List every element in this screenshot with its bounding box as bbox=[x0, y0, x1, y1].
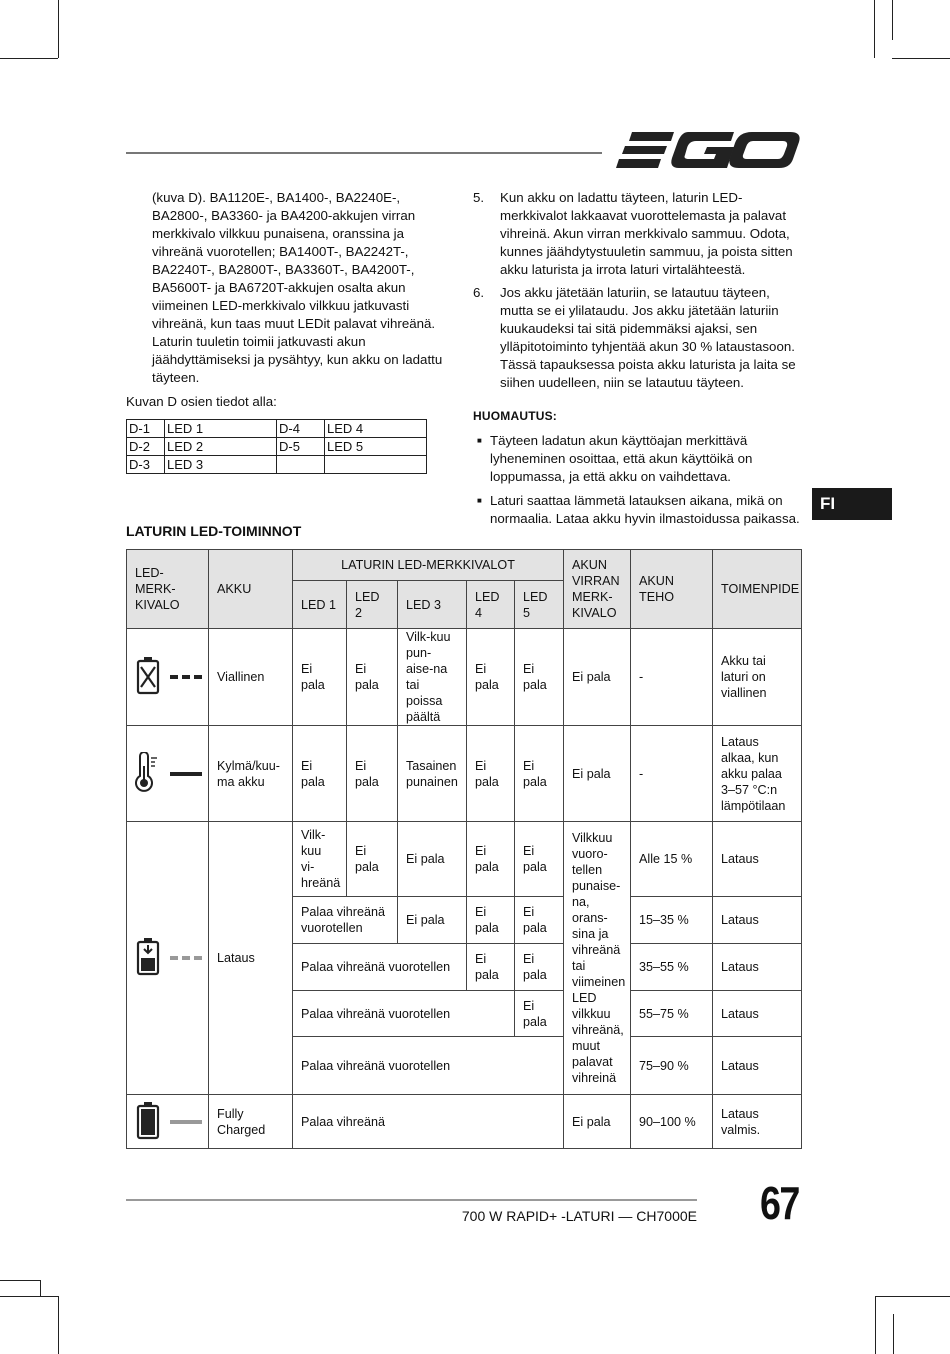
table-row bbox=[127, 420, 427, 438]
battery-state: Lataus bbox=[209, 822, 293, 1095]
table-row bbox=[127, 456, 427, 474]
header-led5: LED 5 bbox=[515, 581, 564, 629]
header-led2: LED 2 bbox=[347, 581, 398, 629]
led4-state: Ei pala bbox=[467, 726, 515, 822]
led2-state: Ei pala bbox=[347, 629, 398, 726]
note-text: Täyteen ladatun akun käyttöajan merkittävä lyheneminen osoittaa, että akun käyttöikä on loppumassa, ja että akku on vaihdettava. bbox=[490, 433, 753, 484]
led5-state: Ei pala bbox=[515, 991, 564, 1037]
led2-state: Ei pala bbox=[347, 726, 398, 822]
footer-rule bbox=[126, 1199, 697, 1201]
led5-state: Ei pala bbox=[515, 897, 564, 944]
indicator-cell bbox=[127, 822, 209, 1095]
faulty-battery-icon bbox=[133, 655, 203, 695]
led3-state: Tasainen punainen bbox=[398, 726, 467, 822]
note-text: Laturi saattaa lämmetä latauksen aikana, mikä on normaalia. Lataa akku hyvin ilmastoidussa paikassa. bbox=[490, 493, 800, 526]
crop-mark bbox=[892, 0, 893, 40]
power-level: Alle 15 % bbox=[631, 822, 713, 897]
power-level: 75–90 % bbox=[631, 1037, 713, 1095]
power-level: - bbox=[631, 629, 713, 726]
power-level: 55–75 % bbox=[631, 991, 713, 1037]
section-title: LATURIN LED-TOIMINNOT bbox=[126, 523, 302, 539]
crop-mark bbox=[40, 1280, 41, 1296]
leds-state: Palaa vihreänä bbox=[293, 1095, 564, 1149]
action-text: Lataus bbox=[713, 991, 802, 1037]
header-charger-leds: LATURIN LED-MERKKIVALOT bbox=[293, 550, 564, 581]
led5-state: Ei pala bbox=[515, 822, 564, 897]
thermometer-icon bbox=[133, 752, 203, 792]
crop-mark bbox=[893, 1314, 894, 1354]
right-column bbox=[473, 189, 803, 534]
power-level: 15–35 % bbox=[631, 897, 713, 944]
led3-state: Ei pala bbox=[398, 897, 467, 944]
part-label: LED 4 bbox=[325, 420, 427, 438]
action-text: Lataus bbox=[713, 897, 802, 944]
table-row bbox=[127, 822, 802, 897]
led1-state: Ei pala bbox=[293, 726, 347, 822]
part-id: D-1 bbox=[127, 420, 165, 438]
language-tab: FI bbox=[812, 488, 892, 520]
led4-state: Ei pala bbox=[467, 897, 515, 944]
crop-mark bbox=[58, 0, 59, 58]
header-led4: LED 4 bbox=[467, 581, 515, 629]
parts-table bbox=[126, 419, 427, 474]
led5-state: Ei pala bbox=[515, 726, 564, 822]
led-functions-table bbox=[126, 549, 802, 1149]
part-label: LED 3 bbox=[165, 456, 277, 474]
step-number: 5. bbox=[473, 190, 485, 205]
part-label: LED 1 bbox=[165, 420, 277, 438]
header-led3: LED 3 bbox=[398, 581, 467, 629]
led3-state: Ei pala bbox=[398, 822, 467, 897]
left-column bbox=[126, 189, 451, 474]
crop-mark bbox=[0, 58, 58, 59]
action-text: Akku tai laturi on viallinen bbox=[713, 629, 802, 726]
list-item bbox=[473, 492, 803, 528]
table-row bbox=[127, 1095, 802, 1149]
indicator-cell bbox=[127, 726, 209, 822]
crop-mark bbox=[874, 0, 875, 58]
square-bullet-icon: ■ bbox=[477, 496, 482, 505]
header-led1: LED 1 bbox=[293, 581, 347, 629]
led4-state: Ei pala bbox=[467, 629, 515, 726]
led5-state: Ei pala bbox=[515, 944, 564, 991]
battery-state: Kylmä/kuu-ma akku bbox=[209, 726, 293, 822]
power-indicator-state: Vilkkuu vuoro-tellen punaise-na, orans-sina ja vihreänä tai viimeinen LED vilkkuu vihreänä, muut palavat vihreinä bbox=[564, 822, 631, 1095]
led1-3-state: Palaa vihreänä vuorotellen bbox=[293, 944, 467, 991]
action-text: Lataus bbox=[713, 944, 802, 991]
page-number: 67 bbox=[760, 1177, 799, 1229]
part-label: LED 2 bbox=[165, 438, 277, 456]
list-item bbox=[473, 284, 803, 392]
power-level: - bbox=[631, 726, 713, 822]
led5-state: Ei pala bbox=[515, 629, 564, 726]
part-id: D-3 bbox=[127, 456, 165, 474]
table-row bbox=[127, 629, 802, 726]
step-text: Jos akku jätetään laturiin, se latautuu täyteen, mutta se ei ylilataudu. Jos akku jätetään laturiin kuukaudeksi tai sitä pidemmäksi ajaksi, sen ylläpitotoiminto tyhjentää akun 30 % lataustasoon. Tässä tapauksessa poista akku laturista ja laita se siihen uudelleen, niin se latautuu täyteen. bbox=[500, 285, 796, 390]
led1-5-state: Palaa vihreänä vuorotellen bbox=[293, 1037, 564, 1095]
table-header-row bbox=[127, 550, 802, 581]
note-title: HUOMAUTUS: bbox=[473, 409, 557, 423]
battery-state: Viallinen bbox=[209, 629, 293, 726]
step-text: Kun akku on ladattu täyteen, laturin LED-merkkivalot lakkaavat vuorottelemasta ja palavat vihreinä. Akun virran merkkivalo sammuu. Odota, kunnes jäähdytystuuletin sammuu, ja poista sitten akku laturista ja irrota laturi virtalähteestä. bbox=[500, 190, 793, 277]
header-battery: AKKU bbox=[209, 550, 293, 629]
figure-caption: Kuvan D osien tiedot alla: bbox=[126, 394, 277, 409]
crop-mark bbox=[0, 1280, 40, 1281]
power-indicator-state: Ei pala bbox=[564, 1095, 631, 1149]
led1-state: Vilk-kuu vi-hreänä bbox=[293, 822, 347, 897]
list-item bbox=[473, 432, 803, 486]
header-action: TOIMENPIDE bbox=[713, 550, 802, 629]
header-power: AKUN TEHO bbox=[631, 550, 713, 629]
part-label: LED 5 bbox=[325, 438, 427, 456]
list-item bbox=[473, 189, 803, 279]
part-id: D-2 bbox=[127, 438, 165, 456]
crop-mark bbox=[892, 58, 950, 59]
crop-mark bbox=[58, 1296, 59, 1354]
led4-state: Ei pala bbox=[467, 822, 515, 897]
power-indicator-state: Ei pala bbox=[564, 629, 631, 726]
table-row bbox=[127, 438, 427, 456]
crop-mark bbox=[875, 1296, 876, 1354]
part-label bbox=[325, 456, 427, 474]
ego-logo bbox=[616, 128, 800, 172]
crop-mark bbox=[0, 1296, 58, 1297]
square-bullet-icon: ■ bbox=[477, 436, 482, 445]
full-battery-icon bbox=[133, 1100, 203, 1140]
power-level: 35–55 % bbox=[631, 944, 713, 991]
part-id: D-5 bbox=[277, 438, 325, 456]
led1-state: Ei pala bbox=[293, 629, 347, 726]
footer-model-text: 700 W RAPID+ -LATURI — CH7000E bbox=[461, 1208, 697, 1224]
power-indicator-state: Ei pala bbox=[564, 726, 631, 822]
action-text: Lataus alkaa, kun akku palaa 3–57 °C:n lämpötilaan bbox=[713, 726, 802, 822]
header-power-indicator: AKUN VIRRAN MERK-KIVALO bbox=[564, 550, 631, 629]
part-id bbox=[277, 456, 325, 474]
led3-state: Vilk-kuu pun-aise-na tai poissa päältä bbox=[398, 629, 467, 726]
table-row bbox=[127, 726, 802, 822]
led2-state: Ei pala bbox=[347, 822, 398, 897]
led1-4-state: Palaa vihreänä vuorotellen bbox=[293, 991, 515, 1037]
charging-battery-icon bbox=[133, 936, 203, 976]
indicator-cell bbox=[127, 1095, 209, 1149]
header-rule bbox=[126, 152, 602, 154]
led4-state: Ei pala bbox=[467, 944, 515, 991]
action-text: Lataus bbox=[713, 822, 802, 897]
indicator-cell bbox=[127, 629, 209, 726]
action-text: Lataus bbox=[713, 1037, 802, 1095]
battery-state: Fully Charged bbox=[209, 1095, 293, 1149]
part-id: D-4 bbox=[277, 420, 325, 438]
intro-paragraph: (kuva D). BA1120E-, BA1400-, BA2240E-, BA2800-, BA3360- ja BA4200-akkujen virran merkkivalo vilkkuu punaisena, oranssina ja vihreänä vuorotellen; BA1400T-, BA2242T-, BA2240T-, BA2800T-, BA3360T-, BA4200T-, BA5600T- ja BA6720T-akkujen osalta akun viimeinen LED-merkkivalo vilkkuu jatkuvasti vihreänä, kun taas muut LEDit palavat vihreänä. Laturin tuuletin toimii jatkuvasti akun jäähdyttämiseksi ja pysähtyy, kun akku on ladattu täyteen. bbox=[152, 190, 443, 385]
step-number: 6. bbox=[473, 285, 485, 300]
led1-2-state: Palaa vihreänä vuorotellen bbox=[293, 897, 398, 944]
header-indicator: LED-MERK-KIVALO bbox=[127, 550, 209, 629]
crop-mark bbox=[875, 1296, 950, 1297]
action-text: Lataus valmis. bbox=[713, 1095, 802, 1149]
power-level: 90–100 % bbox=[631, 1095, 713, 1149]
